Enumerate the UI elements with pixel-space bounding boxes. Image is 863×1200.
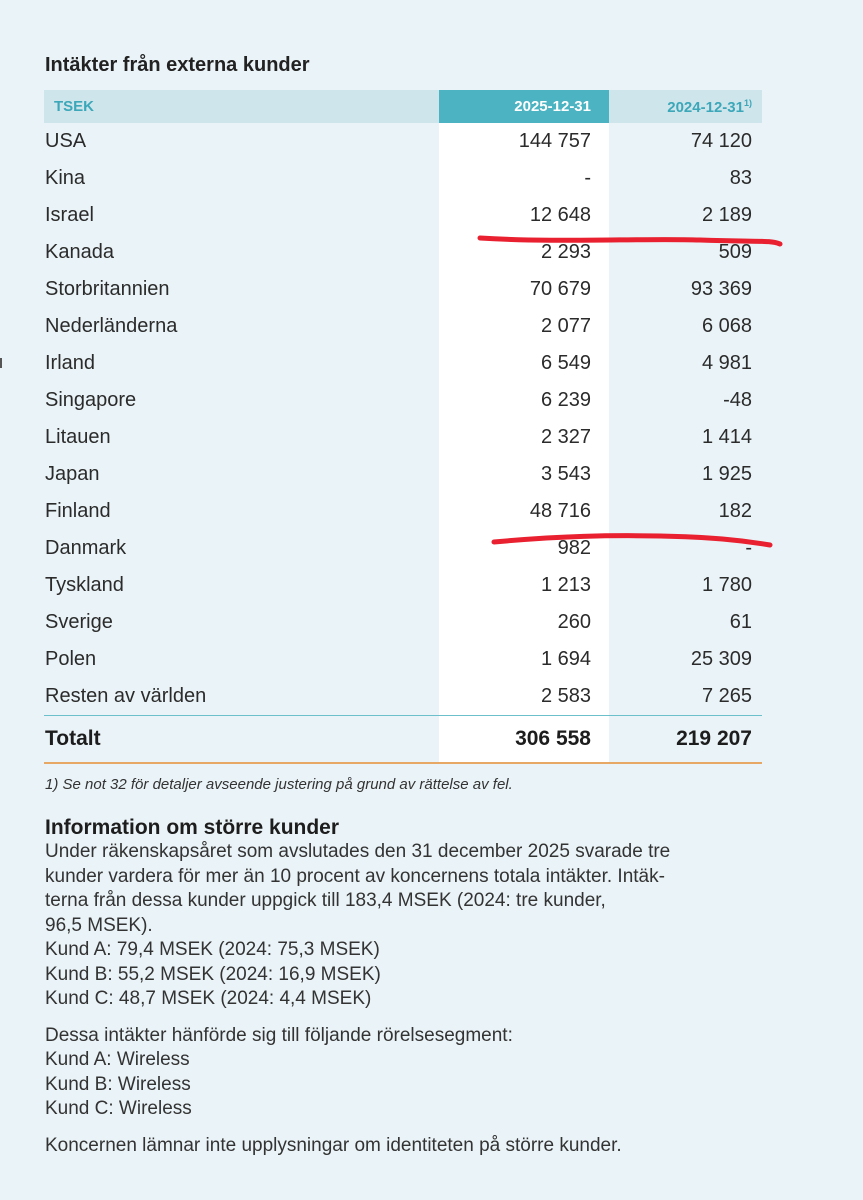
info-title: Information om större kunder (45, 816, 340, 839)
segment-line: Kund A: Wireless (45, 1049, 190, 1070)
table-row (44, 604, 762, 641)
value-2025-cell: 6 549 (540, 352, 591, 374)
value-2024-cell: -48 (723, 389, 752, 411)
table-row (44, 345, 762, 382)
footnote-ref: 1) (743, 97, 752, 108)
value-2025-cell: 12 648 (529, 204, 591, 226)
value-2024-cell: 1 925 (701, 463, 752, 485)
country-cell: Resten av världen (45, 685, 207, 707)
table-row (44, 234, 762, 271)
customer-line: Kund B: 55,2 MSEK (2024: 16,9 MSEK) (45, 963, 381, 985)
value-2024-cell: 4 981 (701, 352, 752, 374)
table-row (44, 271, 762, 308)
country-cell: USA (45, 130, 87, 152)
table-row (44, 308, 762, 345)
value-2025-cell: 982 (557, 537, 591, 559)
value-2025-cell: 144 757 (518, 130, 591, 152)
total-rule (44, 762, 762, 764)
paragraph-line: terna från dessa kunder uppgick till 183,4 MSEK (2024: tre kunder, (45, 890, 606, 911)
country-cell: Nederländerna (45, 315, 178, 337)
info-body (45, 840, 785, 1158)
table-row (44, 567, 762, 604)
table-row (44, 641, 762, 678)
customer-line: Kund A: 79,4 MSEK (2024: 75,3 MSEK) (45, 939, 380, 960)
table-row (44, 530, 762, 567)
value-2025-cell: 48 716 (529, 500, 591, 522)
customer-line: Kund C: 48,7 MSEK (2024: 4,4 MSEK) (45, 988, 372, 1009)
table-row (44, 382, 762, 419)
value-2025-cell: 260 (557, 611, 591, 633)
total-row (44, 716, 762, 762)
value-2025-cell: 2 583 (540, 685, 591, 707)
closing-note: Koncernen lämnar inte upplysningar om identiteten på större kunder. (45, 1134, 622, 1156)
table-row (44, 456, 762, 493)
value-2024-cell: 1 780 (701, 574, 752, 596)
value-2024-cell: 25 309 (690, 648, 752, 670)
country-cell: Storbritannien (45, 278, 170, 300)
country-cell: Israel (45, 204, 94, 226)
value-2024-cell: 1 414 (701, 426, 752, 448)
country-cell: Sverige (45, 611, 113, 633)
table-row (44, 123, 762, 160)
paragraph-line: Under räkenskapsåret som avslutades den 31 december 2025 svarade tre (45, 841, 671, 862)
value-2025-cell: 2 077 (540, 315, 591, 337)
table-body (44, 123, 762, 715)
table-row (44, 419, 762, 456)
country-cell: Kina (45, 167, 86, 189)
page-edge-mark (0, 358, 2, 368)
country-cell: Polen (45, 648, 97, 670)
table-row (44, 493, 762, 530)
value-2024-cell: - (745, 537, 752, 559)
value-2025-cell: 2 293 (540, 241, 591, 263)
value-2024-cell: 93 369 (690, 278, 752, 300)
value-2024-cell: 509 (718, 241, 752, 263)
revenue-table (44, 90, 762, 764)
table-row (44, 197, 762, 234)
value-2025-cell: 2 327 (540, 426, 591, 448)
table-row (44, 160, 762, 197)
header-2024: 2024-12-31$^{1)}$ (667, 97, 752, 116)
value-2025-cell: 1 213 (540, 574, 591, 596)
value-2024-cell: 83 (729, 167, 752, 189)
segment-intro: Dessa intäkter hänförde sig till följande rörelsesegment: (45, 1024, 513, 1046)
country-cell: Singapore (45, 389, 137, 411)
segment-line: Kund C: Wireless (45, 1098, 192, 1119)
value-2024-cell: 61 (729, 611, 752, 633)
value-2025-cell: - (584, 167, 591, 189)
value-2024-cell: 7 265 (701, 685, 752, 707)
footnote: 1) Se not 32 för detaljer avseende justering på grund av rättelse av fel. (45, 776, 513, 793)
table-header (44, 90, 762, 123)
value-2025-cell: 70 679 (529, 278, 591, 300)
country-cell: Danmark (45, 537, 127, 559)
value-2025-cell: 1 694 (540, 648, 591, 670)
value-2024-cell: 182 (718, 500, 752, 522)
table-row (44, 678, 762, 715)
header-2025: 2025-12-31 (439, 90, 609, 123)
country-cell: Litauen (45, 426, 111, 448)
value-2024-cell: 74 120 (690, 130, 752, 152)
paragraph-line: kunder vardera för mer än 10 procent av koncernens totala intäkter. Intäk- (45, 865, 665, 887)
country-cell: Kanada (45, 241, 114, 263)
country-cell: Irland (45, 352, 96, 374)
segment-line: Kund B: Wireless (45, 1073, 191, 1095)
country-cell: Japan (45, 463, 100, 485)
total-2024: 219 207 (676, 727, 752, 750)
value-2024-cell: 6 068 (701, 315, 752, 337)
value-2024-cell: 2 189 (701, 204, 752, 226)
section-title: Intäkter från externa kunder (45, 54, 310, 76)
country-cell: Finland (45, 500, 111, 522)
country-cell: Tyskland (45, 574, 124, 596)
total-label: Totalt (45, 727, 101, 750)
total-2025: 306 558 (515, 727, 591, 750)
paragraph-line: 96,5 MSEK). (45, 914, 153, 936)
header-unit: TSEK (54, 98, 95, 115)
value-2025-cell: 3 543 (540, 463, 591, 485)
value-2025-cell: 6 239 (540, 389, 591, 411)
